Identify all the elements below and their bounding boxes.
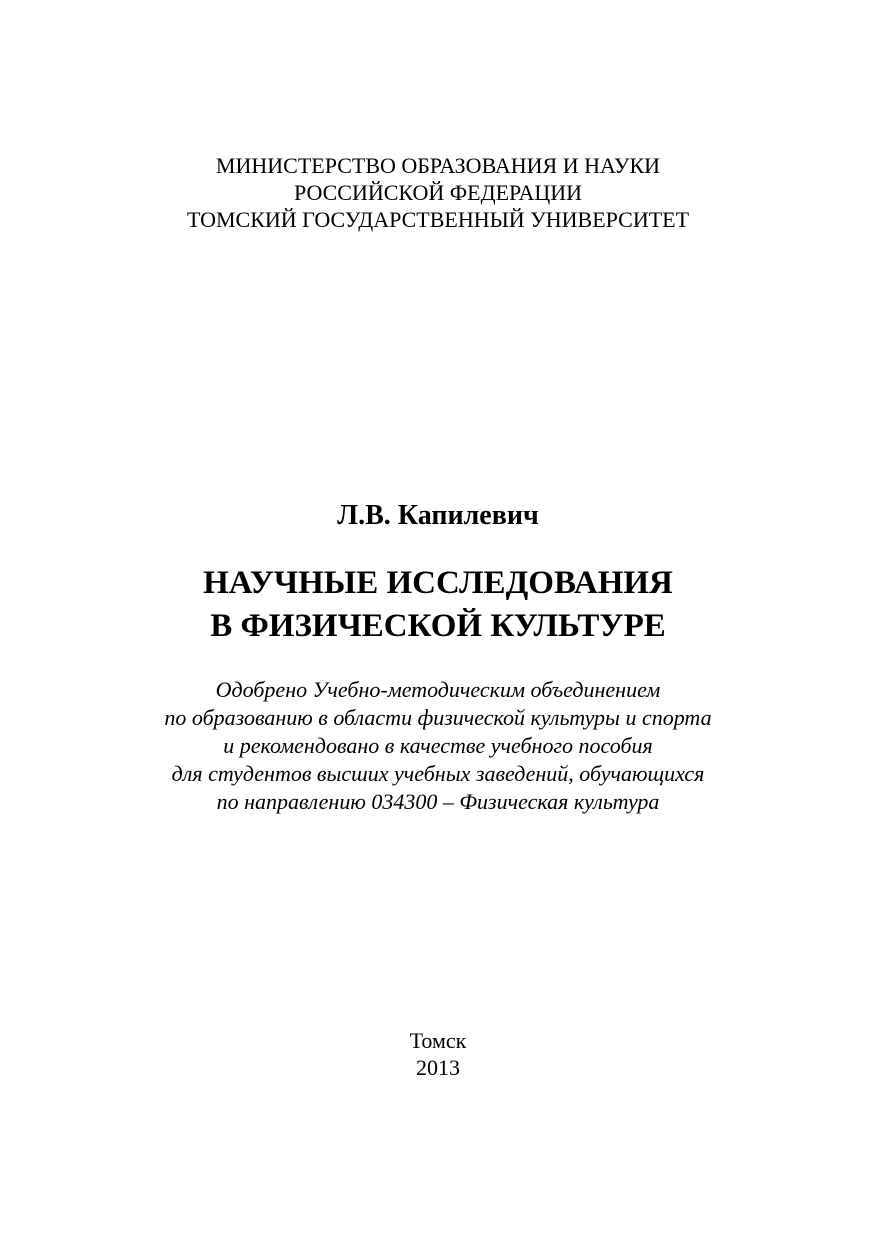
title-line: НАУЧНЫЕ ИССЛЕДОВАНИЯ bbox=[203, 565, 673, 601]
imprint-city: Томск bbox=[409, 1028, 467, 1053]
author-name: Л.В. Капилевич bbox=[337, 500, 539, 531]
approval-line: по образованию в области физической культуры и спорта bbox=[164, 705, 712, 730]
approval-statement bbox=[0, 676, 876, 816]
imprint bbox=[0, 1027, 876, 1081]
header-line: ТОМСКИЙ ГОСУДАРСТВЕННЫЙ УНИВЕРСИТЕТ bbox=[186, 207, 690, 232]
imprint-year: 2013 bbox=[416, 1055, 460, 1080]
book-title bbox=[0, 562, 876, 648]
approval-line: и рекомендовано в качестве учебного пособия bbox=[223, 733, 653, 758]
approval-line: для студентов высших учебных заведений, обучающихся bbox=[171, 761, 705, 786]
approval-line: Одобрено Учебно-методическим объединением bbox=[215, 677, 661, 702]
ministry-header bbox=[0, 152, 876, 233]
header-line: РОССИЙСКОЙ ФЕДЕРАЦИИ bbox=[293, 180, 583, 205]
title-line: В ФИЗИЧЕСКОЙ КУЛЬТУРЕ bbox=[210, 608, 666, 644]
header-line: МИНИСТЕРСТВО ОБРАЗОВАНИЯ И НАУКИ bbox=[215, 153, 661, 178]
approval-line: по направлению 034300 – Физическая культура bbox=[216, 789, 660, 814]
